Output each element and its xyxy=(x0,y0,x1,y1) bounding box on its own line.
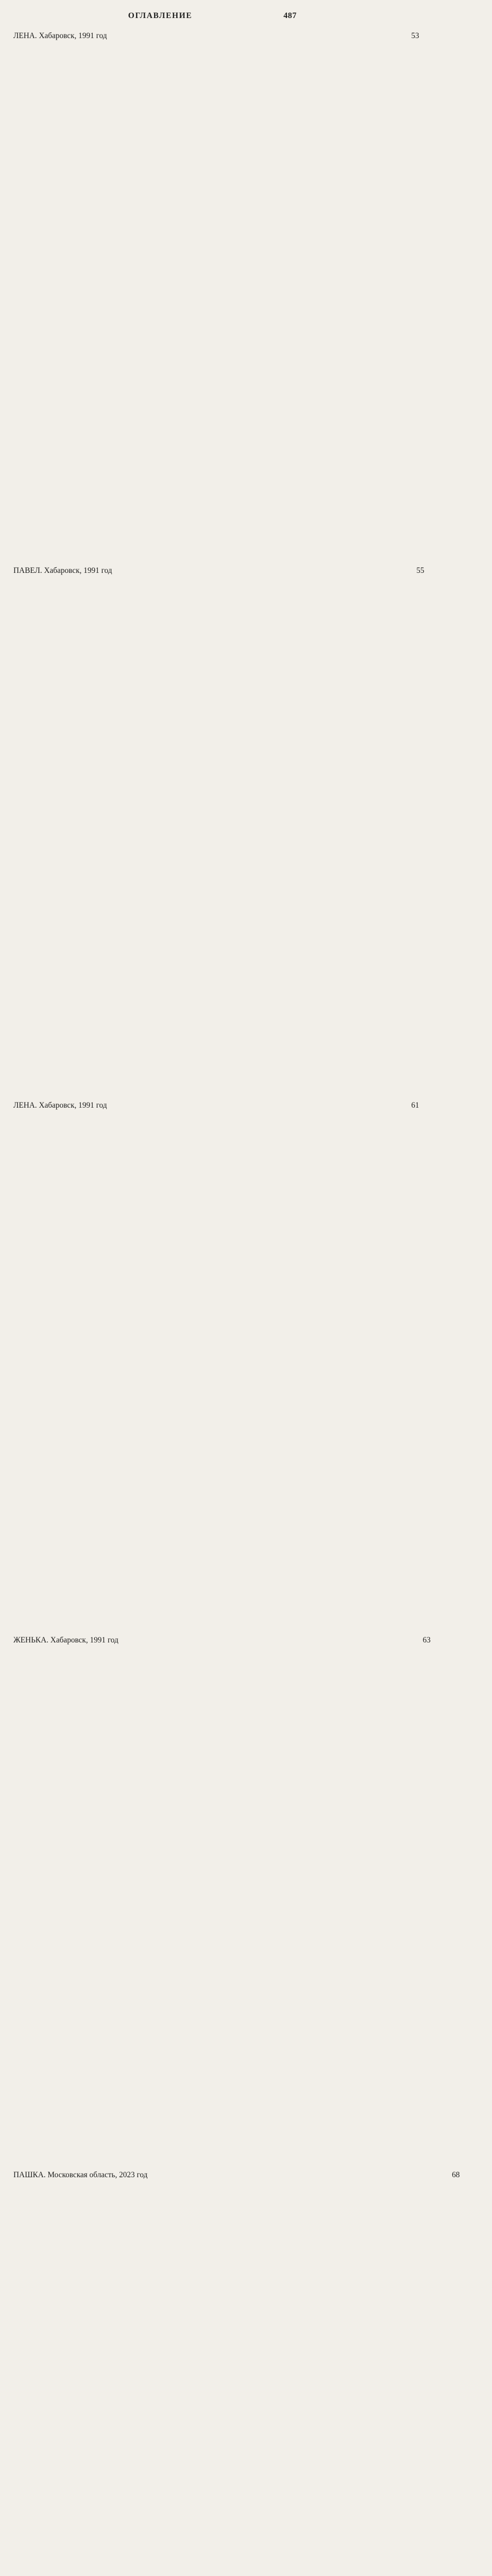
toc-entry[interactable] xyxy=(13,1633,431,2168)
page-number: 487 xyxy=(283,11,297,20)
toc-entry-page: 63 xyxy=(122,1633,442,2168)
toc-entry-label: ПАШКА. Московская область, 2023 год xyxy=(13,2171,148,2179)
toc-entry-page: 53 xyxy=(110,29,430,564)
toc-entry-page: 61 xyxy=(110,1098,430,1633)
toc-entry-label: ПАВЕЛ. Хабаровск, 1991 год xyxy=(13,566,112,575)
table-of-contents xyxy=(11,29,460,2576)
page-title: ОГЛАВЛЕНИЕ xyxy=(128,11,193,20)
toc-entry-page: 55 xyxy=(115,564,435,1098)
toc-entry[interactable] xyxy=(13,1098,419,1633)
toc-entry-label: ЖЕНЬКА. Хабаровск, 1991 год xyxy=(13,1636,118,1645)
toc-entry[interactable] xyxy=(13,564,425,1098)
toc-entry-label: ЛЕНА. Хабаровск, 1991 год xyxy=(13,1101,107,1110)
toc-entry-label: ЛЕНА. Хабаровск, 1991 год xyxy=(13,31,107,40)
page-header xyxy=(11,0,309,29)
toc-entry[interactable] xyxy=(13,2168,460,2576)
toc-entry[interactable] xyxy=(13,29,419,564)
toc-entry-page: 68 xyxy=(150,2168,471,2576)
